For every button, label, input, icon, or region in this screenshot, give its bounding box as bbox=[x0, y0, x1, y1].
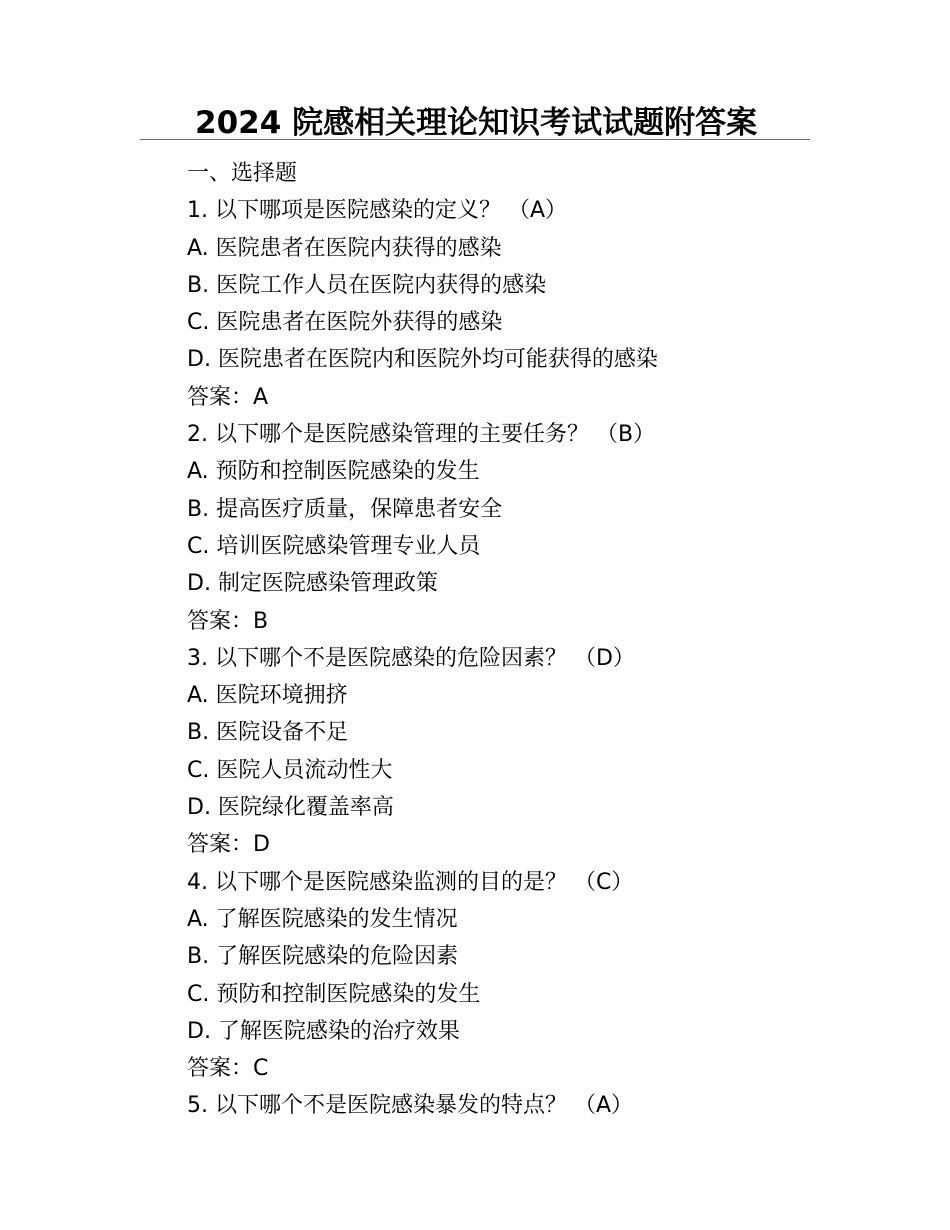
option-b: B. 医院工作人员在医院内获得的感染 bbox=[187, 272, 547, 298]
answer: 答案：C bbox=[187, 1056, 269, 1082]
page-title: 2024 院感相关理论知识考试试题附答案 bbox=[195, 105, 758, 141]
section-heading: 一、选择题 bbox=[187, 161, 298, 186]
option-c: C. 医院人员流动性大 bbox=[187, 757, 393, 783]
option-b: B. 了解医院感染的危险因素 bbox=[187, 944, 459, 970]
option-a: A. 医院环境拥挤 bbox=[187, 683, 348, 709]
question-text: 5. 以下哪个不是医院感染暴发的特点？ （A） bbox=[187, 1093, 634, 1119]
option-d: D. 了解医院感染的治疗效果 bbox=[187, 1018, 460, 1044]
option-b: B. 医院设备不足 bbox=[187, 720, 349, 746]
option-d: D. 制定医院感染管理政策 bbox=[187, 571, 438, 597]
answer: 答案：A bbox=[187, 384, 269, 410]
question-text: 1. 以下哪项是医院感染的定义？ （A） bbox=[187, 198, 568, 224]
option-d: D. 医院绿化覆盖率高 bbox=[187, 795, 394, 821]
question-text: 2. 以下哪个是医院感染管理的主要任务？ （B） bbox=[187, 422, 656, 448]
option-c: C. 培训医院感染管理专业人员 bbox=[187, 533, 481, 559]
option-b: B. 提高医疗质量，保障患者安全 bbox=[187, 496, 503, 522]
option-c: C. 预防和控制医院感染的发生 bbox=[187, 981, 481, 1007]
question-1 bbox=[187, 192, 907, 416]
option-a: A. 预防和控制医院感染的发生 bbox=[187, 459, 480, 485]
answer: 答案：B bbox=[187, 608, 269, 634]
question-3 bbox=[187, 640, 907, 864]
document-content bbox=[187, 155, 907, 1125]
answer: 答案：D bbox=[187, 832, 270, 858]
question-text: 3. 以下哪个不是医院感染的危险因素？ （D） bbox=[187, 645, 635, 671]
option-a: A. 了解医院感染的发生情况 bbox=[187, 906, 458, 932]
option-a: A. 医院患者在医院内获得的感染 bbox=[187, 235, 502, 261]
option-d: D. 医院患者在医院内和医院外均可能获得的感染 bbox=[187, 347, 658, 373]
question-5 bbox=[187, 1087, 907, 1124]
question-text: 4. 以下哪个是医院感染监测的目的是？ （C） bbox=[187, 869, 634, 895]
question-4 bbox=[187, 864, 907, 1088]
question-2 bbox=[187, 416, 907, 640]
option-c: C. 医院患者在医院外获得的感染 bbox=[187, 310, 503, 336]
title-underline bbox=[140, 139, 810, 140]
